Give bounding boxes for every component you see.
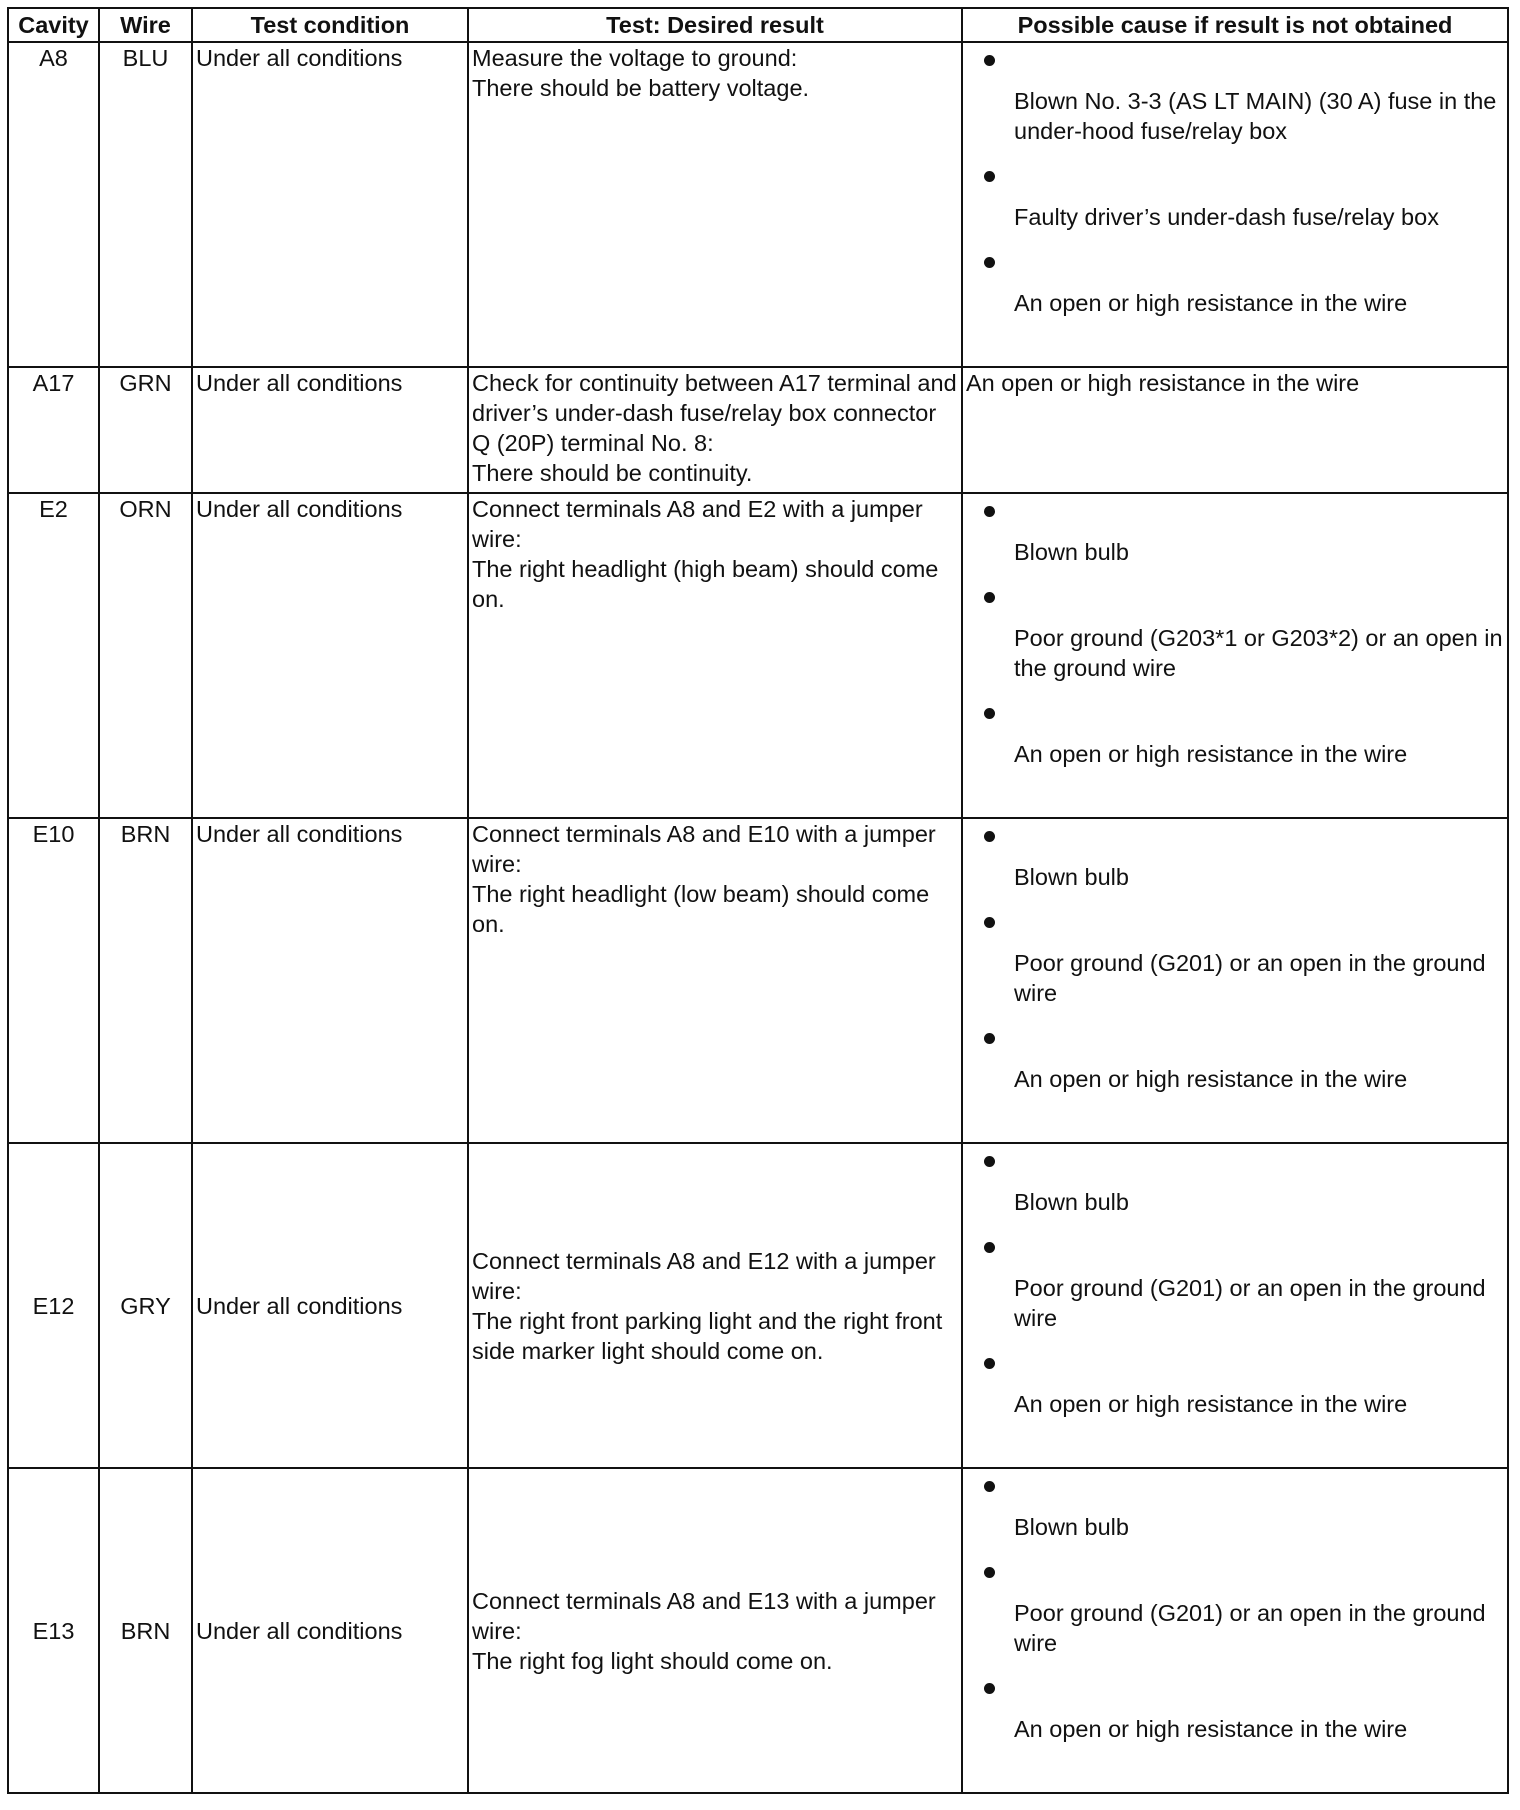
- wire-cell: GRY: [99, 1143, 192, 1468]
- cause-text: Blown No. 3-3 (AS LT MAIN) (30 A) fuse in the under-hood fuse/relay box: [1014, 88, 1497, 144]
- cavity-cell: E12: [8, 1143, 99, 1468]
- condition-cell: Under all conditions: [192, 367, 468, 493]
- cause-list: [966, 494, 1504, 769]
- wire-cell: BRN: [99, 818, 192, 1143]
- table-row: [8, 1468, 1508, 1793]
- header-test-condition: Test condition: [192, 8, 468, 42]
- cause-item: [966, 580, 1504, 683]
- cause-item: [966, 43, 1504, 146]
- cause-text: An open or high resistance in the wire: [1014, 290, 1408, 316]
- cause-item: [966, 1021, 1504, 1094]
- cavity-cell: E13: [8, 1468, 99, 1793]
- result-cell: Connect terminals A8 and E13 with a jumper wire: The right fog light should come on.: [468, 1468, 962, 1793]
- bullet-icon: [984, 1481, 995, 1492]
- cause-text: Blown bulb: [1014, 1189, 1129, 1215]
- cause-list: [966, 819, 1504, 1094]
- cavity-cell: E10: [8, 818, 99, 1143]
- condition-cell: Under all conditions: [192, 1468, 468, 1793]
- cause-text: An open or high resistance in the wire: [1014, 741, 1408, 767]
- header-possible-cause: Possible cause if result is not obtained: [962, 8, 1508, 42]
- header-row: [8, 8, 1508, 42]
- cause-item: [966, 1346, 1504, 1419]
- bullet-icon: [984, 831, 995, 842]
- cause-item: [966, 1671, 1504, 1744]
- table-row: [8, 493, 1508, 818]
- condition-cell: Under all conditions: [192, 493, 468, 818]
- header-cavity: Cavity: [8, 8, 99, 42]
- condition-cell: Under all conditions: [192, 818, 468, 1143]
- wire-cell: BLU: [99, 42, 192, 367]
- cause-cell: [962, 1143, 1508, 1468]
- cause-cell: [962, 42, 1508, 367]
- result-cell: Check for continuity between A17 terminal and driver’s under-dash fuse/relay box connector Q (20P) terminal No. 8: There should be continuity.: [468, 367, 962, 493]
- cause-item: [966, 1555, 1504, 1658]
- bullet-icon: [984, 506, 995, 517]
- cause-item: [966, 696, 1504, 769]
- table-row: [8, 1143, 1508, 1468]
- cause-text: Poor ground (G201) or an open in the ground wire: [1014, 1275, 1486, 1331]
- cause-cell: [962, 1468, 1508, 1793]
- wire-cell: ORN: [99, 493, 192, 818]
- cause-item: [966, 819, 1504, 892]
- bullet-icon: [984, 708, 995, 719]
- cause-text: An open or high resistance in the wire: [1014, 1066, 1408, 1092]
- bullet-icon: [984, 1033, 995, 1044]
- table-row: [8, 42, 1508, 367]
- result-cell: Connect terminals A8 and E2 with a jumper wire: The right headlight (high beam) should come on.: [468, 493, 962, 818]
- result-cell: Measure the voltage to ground: There should be battery voltage.: [468, 42, 962, 367]
- header-test-desired-result: Test: Desired result: [468, 8, 962, 42]
- cavity-cell: A8: [8, 42, 99, 367]
- table-row: [8, 818, 1508, 1143]
- condition-cell: Under all conditions: [192, 42, 468, 367]
- cause-item: [966, 1469, 1504, 1542]
- bullet-icon: [984, 55, 995, 66]
- cause-list: [966, 1144, 1504, 1419]
- cause-text: Blown bulb: [1014, 1514, 1129, 1540]
- condition-cell: Under all conditions: [192, 1143, 468, 1468]
- cause-list: [966, 43, 1504, 318]
- cause-cell: [962, 493, 1508, 818]
- cause-text: Poor ground (G201) or an open in the ground wire: [1014, 950, 1486, 1006]
- diagnostic-table: [7, 7, 1509, 1794]
- cause-text: An open or high resistance in the wire: [1014, 1716, 1408, 1742]
- cause-item: [966, 245, 1504, 318]
- cause-text: Faulty driver’s under-dash fuse/relay box: [1014, 204, 1439, 230]
- bullet-icon: [984, 171, 995, 182]
- cause-cell: [962, 818, 1508, 1143]
- bullet-icon: [984, 917, 995, 928]
- bullet-icon: [984, 1156, 995, 1167]
- result-cell: Connect terminals A8 and E10 with a jumper wire: The right headlight (low beam) should come on.: [468, 818, 962, 1143]
- wire-cell: BRN: [99, 1468, 192, 1793]
- result-cell: Connect terminals A8 and E12 with a jumper wire: The right front parking light and the right front side marker light should come on.: [468, 1143, 962, 1468]
- cause-item: [966, 1230, 1504, 1333]
- table-row: [8, 367, 1508, 493]
- bullet-icon: [984, 1567, 995, 1578]
- cause-list: [966, 1469, 1504, 1744]
- cause-text: Blown bulb: [1014, 539, 1129, 565]
- cause-text: Poor ground (G203*1 or G203*2) or an open in the ground wire: [1014, 625, 1503, 681]
- bullet-icon: [984, 257, 995, 268]
- bullet-icon: [984, 1683, 995, 1694]
- bullet-icon: [984, 592, 995, 603]
- cause-text: An open or high resistance in the wire: [1014, 1391, 1408, 1417]
- cause-item: [966, 905, 1504, 1008]
- cause-text: Blown bulb: [1014, 864, 1129, 890]
- cause-text: Poor ground (G201) or an open in the ground wire: [1014, 1600, 1486, 1656]
- cause-item: [966, 159, 1504, 232]
- bullet-icon: [984, 1358, 995, 1369]
- header-wire: Wire: [99, 8, 192, 42]
- cavity-cell: E2: [8, 493, 99, 818]
- cause-cell: An open or high resistance in the wire: [962, 367, 1508, 493]
- bullet-icon: [984, 1242, 995, 1253]
- wire-cell: GRN: [99, 367, 192, 493]
- cause-item: [966, 494, 1504, 567]
- cause-item: [966, 1144, 1504, 1217]
- cavity-cell: A17: [8, 367, 99, 493]
